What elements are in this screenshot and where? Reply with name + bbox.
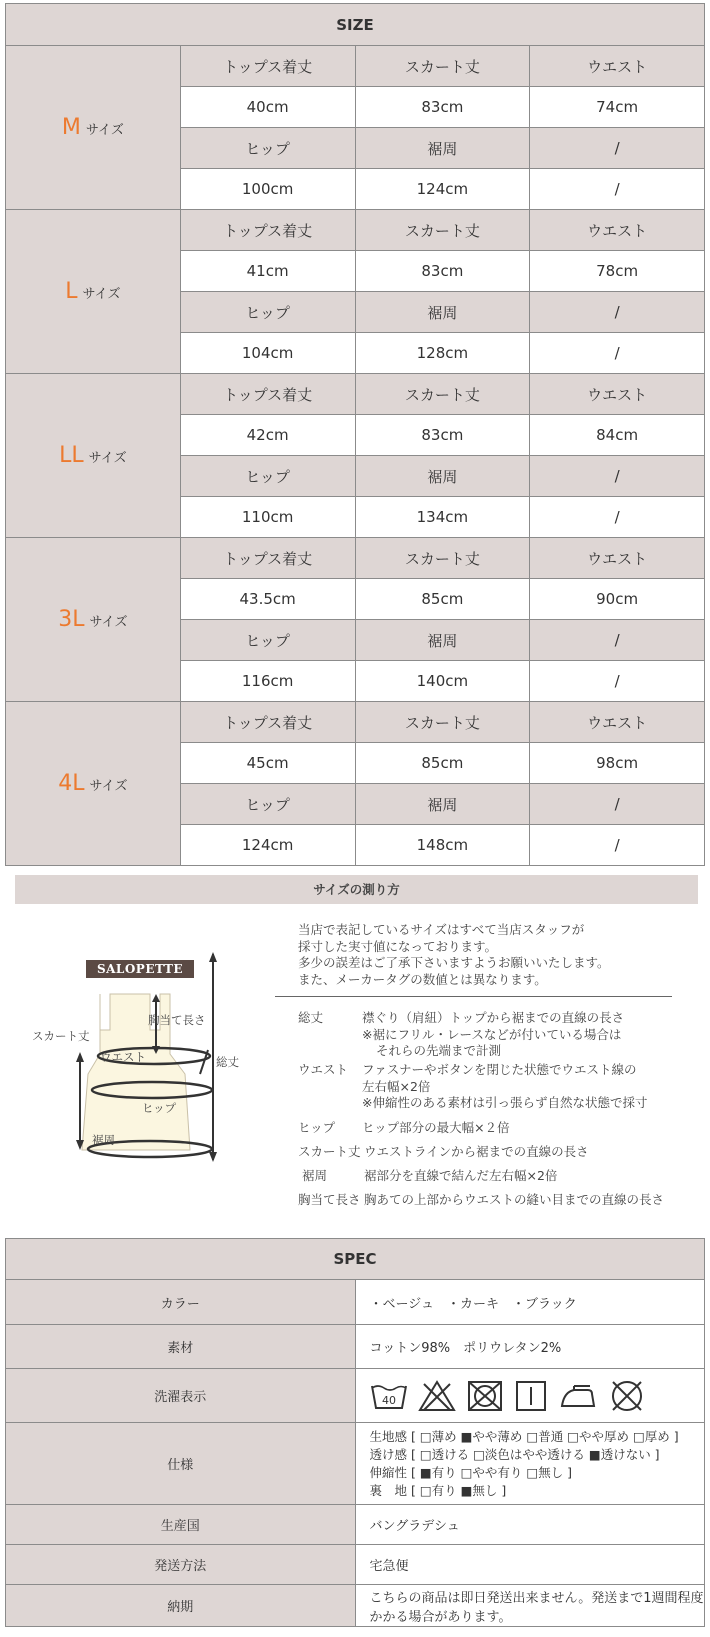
salopette-badge: SALOPETTE (96, 962, 184, 976)
label-hem: 裾周 (355, 620, 530, 661)
label-top-length: トップス着丈 (180, 702, 355, 743)
spec-value-delivery: こちらの商品は即日発送出来ません。発送まで1週間程度かかる場合があります。 (355, 1585, 705, 1627)
value-waist: 74cm (530, 87, 705, 128)
no-dry-clean-icon (608, 1379, 646, 1413)
def-desc: ヒップ部分の最大幅×２倍 (362, 1120, 510, 1135)
def-desc: 裾部分を直線で結んだ左右幅×2倍 (364, 1168, 558, 1183)
value-waist: 90cm (530, 579, 705, 620)
def-term: スカート丈 (298, 1144, 361, 1159)
spec-key-shipping: 発送方法 (6, 1545, 356, 1585)
value-hem: 134cm (355, 497, 530, 538)
def-desc: 胸あての上部からウエストの縫い目までの直線の長さ (364, 1192, 665, 1207)
note-line: 当店で表記しているサイズはすべて当店スタッフが (298, 922, 585, 937)
def-term: ヒップ (298, 1120, 336, 1135)
label-waist: ウエスト (530, 702, 705, 743)
value-empty: / (530, 169, 705, 210)
note-line: 多少の誤差はご了承下さいますようお願いいたします。 (298, 955, 610, 970)
spec-value-color: ・ベージュ ・カーキ ・ブラック (355, 1280, 705, 1325)
measure-notes (298, 922, 698, 988)
size-label-4l: 4L サイズ (6, 702, 181, 866)
label-empty: / (530, 292, 705, 333)
label-hip: ヒップ (180, 620, 355, 661)
spec-line-lining: 裏 地 [ □有り ■無し ] (369, 1482, 507, 1498)
value-skirt-length: 83cm (355, 415, 530, 456)
label-total: 総丈 (216, 1055, 239, 1069)
value-hem: 148cm (355, 825, 530, 866)
def-desc: それらの先端まで計測 (376, 1043, 502, 1058)
size-label-ll: LL サイズ (6, 374, 181, 538)
size-label-m: M サイズ (6, 46, 181, 210)
label-hem: 裾周 (355, 292, 530, 333)
label-waist: ウエスト (530, 374, 705, 415)
value-hip: 124cm (180, 825, 355, 866)
spec-key-origin: 生産国 (6, 1505, 356, 1545)
def-desc: ※伸縮性のある素材は引っ張らず自然な状態で採寸 (362, 1095, 648, 1110)
spec-value-origin: バングラデシュ (355, 1505, 705, 1545)
def-desc: ファスナーやボタンを閉じた状態でウエスト線の (362, 1062, 637, 1077)
def-desc: 襟ぐり（肩紐）トップから裾までの直線の長さ (362, 1010, 625, 1025)
label-waist: ウエスト (530, 210, 705, 251)
notes-divider (275, 996, 672, 997)
value-top-length: 42cm (180, 415, 355, 456)
label-waist-diagram: ウエスト (100, 1050, 146, 1064)
def-term (298, 1079, 362, 1096)
value-waist: 84cm (530, 415, 705, 456)
label-skirt: スカート丈 (32, 1029, 90, 1043)
spec-key-wash: 洗濯表示 (6, 1369, 356, 1423)
label-top-length: トップス着丈 (180, 210, 355, 251)
label-hem: 裾周 (355, 784, 530, 825)
label-hem-diagram: 裾周 (92, 1133, 115, 1147)
label-chest: 胸当て長さ (148, 1013, 206, 1027)
def-desc: ※裾にフリル・レースなどが付いている場合は (362, 1026, 622, 1042)
label-hip: ヒップ (180, 128, 355, 169)
spec-value-shipping: 宅急便 (355, 1545, 705, 1585)
label-empty: / (530, 128, 705, 169)
value-empty: / (530, 333, 705, 374)
value-skirt-length: 85cm (355, 743, 530, 784)
value-top-length: 45cm (180, 743, 355, 784)
spec-value-material: コットン98% ポリウレタン2% (355, 1325, 705, 1369)
spec-table (5, 1238, 705, 1627)
label-top-length: トップス着丈 (180, 374, 355, 415)
spec-value-spec (355, 1423, 705, 1505)
value-hem: 124cm (355, 169, 530, 210)
value-top-length: 40cm (180, 87, 355, 128)
def-term: 裾周 (302, 1168, 328, 1183)
value-skirt-length: 83cm (355, 87, 530, 128)
label-hip: ヒップ (180, 292, 355, 333)
spec-line-stretch: 伸縮性 [ ■有り □やや有り □無し ] (369, 1464, 573, 1480)
label-waist: ウエスト (530, 46, 705, 87)
size-label-l: L サイズ (6, 210, 181, 374)
def-term: ウエスト (298, 1062, 349, 1077)
value-empty: / (530, 825, 705, 866)
wash-40-icon (370, 1380, 408, 1412)
value-hem: 128cm (355, 333, 530, 374)
salopette-drawing (30, 950, 260, 1200)
label-hem: 裾周 (355, 128, 530, 169)
value-hip: 104cm (180, 333, 355, 374)
note-line: 採寸した実寸値になっております。 (298, 938, 498, 954)
label-empty: / (530, 620, 705, 661)
value-hem: 140cm (355, 661, 530, 702)
measure-definitions (298, 1010, 698, 1212)
value-empty: / (530, 661, 705, 702)
def-term (298, 1043, 376, 1062)
spec-key-material: 素材 (6, 1325, 356, 1369)
value-top-length: 41cm (180, 251, 355, 292)
size-table-title: SIZE (6, 4, 705, 46)
value-empty: / (530, 497, 705, 538)
spec-key-color: カラー (6, 1280, 356, 1325)
value-hip: 100cm (180, 169, 355, 210)
def-term: 総丈 (298, 1010, 324, 1025)
def-desc: 左右幅×2倍 (362, 1078, 431, 1094)
value-waist: 98cm (530, 743, 705, 784)
value-skirt-length: 83cm (355, 251, 530, 292)
def-desc: ウエストラインから裾までの直線の長さ (364, 1144, 589, 1159)
value-skirt-length: 85cm (355, 579, 530, 620)
spec-value-wash (355, 1369, 705, 1423)
hang-dry-icon (514, 1380, 548, 1412)
iron-icon (558, 1380, 598, 1412)
def-term (298, 1027, 362, 1044)
value-waist: 78cm (530, 251, 705, 292)
label-skirt-length: スカート丈 (355, 702, 530, 743)
svg-text:40: 40 (381, 1393, 396, 1407)
label-empty: / (530, 456, 705, 497)
value-hip: 116cm (180, 661, 355, 702)
spec-key-spec: 仕様 (6, 1423, 356, 1505)
measure-title: サイズの測り方 (15, 875, 698, 904)
label-skirt-length: スカート丈 (355, 374, 530, 415)
label-skirt-length: スカート丈 (355, 46, 530, 87)
no-bleach-icon (418, 1380, 456, 1412)
spec-line-thickness: 生地感 [ □薄め ■やや薄め □普通 □やや厚め □厚め ] (369, 1428, 679, 1444)
label-top-length: トップス着丈 (180, 46, 355, 87)
spec-key-delivery: 納期 (6, 1585, 356, 1627)
value-top-length: 43.5cm (180, 579, 355, 620)
note-line: また、メーカータグの数値とは異なります。 (298, 971, 547, 987)
size-label-3l: 3L サイズ (6, 538, 181, 702)
label-hip-diagram: ヒップ (142, 1101, 177, 1115)
label-hip: ヒップ (180, 784, 355, 825)
no-tumble-dry-icon (466, 1380, 504, 1412)
def-term (298, 1095, 362, 1120)
label-skirt-length: スカート丈 (355, 538, 530, 579)
label-waist: ウエスト (530, 538, 705, 579)
label-skirt-length: スカート丈 (355, 210, 530, 251)
label-empty: / (530, 784, 705, 825)
value-hip: 110cm (180, 497, 355, 538)
def-term: 胸当て長さ (298, 1192, 361, 1207)
label-hip: ヒップ (180, 456, 355, 497)
measure-diagram (30, 950, 260, 1200)
spec-table-title: SPEC (6, 1239, 705, 1280)
size-table (5, 3, 705, 866)
label-top-length: トップス着丈 (180, 538, 355, 579)
spec-line-sheer: 透け感 [ □透ける □淡色はやや透ける ■透けない ] (369, 1446, 660, 1462)
label-hem: 裾周 (355, 456, 530, 497)
